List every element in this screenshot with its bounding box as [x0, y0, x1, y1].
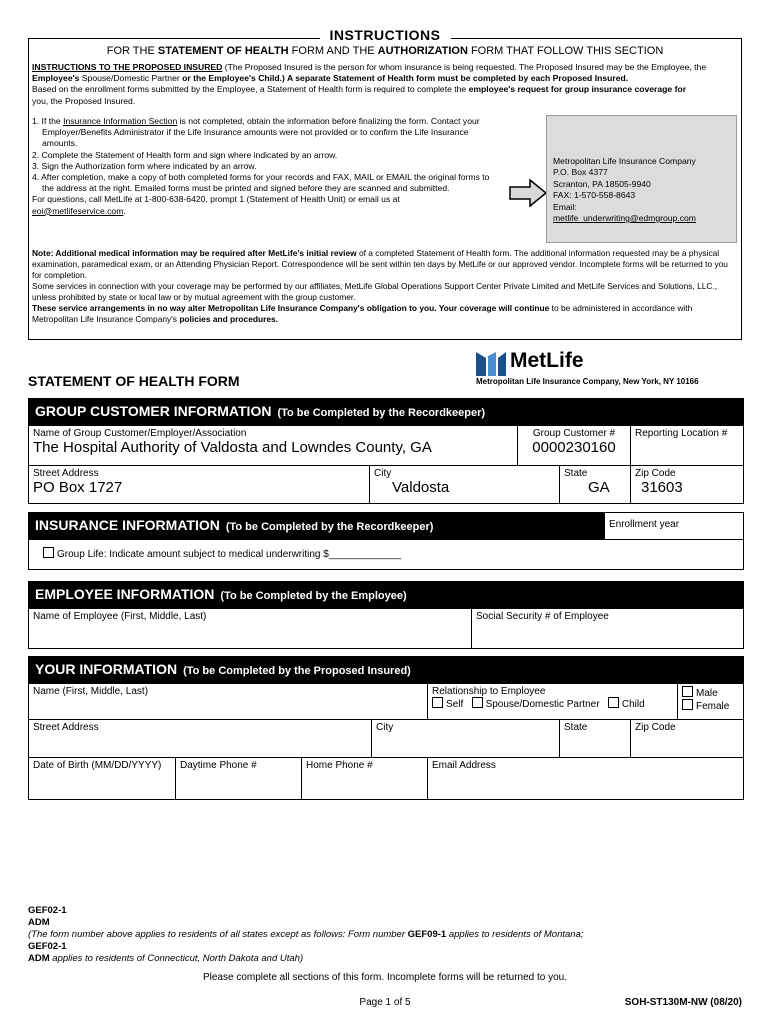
- your-state-field[interactable]: State: [559, 720, 630, 757]
- dob-field[interactable]: Date of Birth (MM/DD/YYYY): [33, 760, 162, 771]
- group-address-row: [28, 466, 744, 504]
- group-life-checkbox[interactable]: [43, 547, 54, 558]
- gender-field: [677, 684, 743, 719]
- form-number: SOH-ST130M-NW (08/20): [624, 997, 742, 1008]
- instructions-title: INSTRUCTIONS: [0, 27, 770, 43]
- self-checkbox[interactable]: [432, 697, 443, 708]
- enrollment-year-field[interactable]: Enrollment year: [604, 512, 744, 540]
- eoi-email-link[interactable]: eoi@metlifeservice.com: [32, 205, 124, 216]
- your-info-header: YOUR INFORMATION (To be Completed by the Proposed Insured): [28, 656, 744, 684]
- arrow-right-icon: [508, 178, 548, 208]
- relationship-self[interactable]: Self: [432, 699, 463, 710]
- instructions-note: Note: Additional medical information may be required after MetLife's initial review of a completed Statement of Health form. The additional information requested may be a physical examination, paramedical exam, or an Attending Physician Report. Correspondence will be sent within ten days by MetLife or our approved vendor. Incomplete forms will be returned to you for completion. Some services in connection with your coverage may be performed by our affiliates, MetLife Global Operations Support Center Private Limited and MetLife Services and Solutions, LLC., unless prohibited by state or local law or by mutual agreement with the group customer. These service arrangements in no way alter Metropolitan Life Insurance Company's obligation to you. Your coverage will continue to be administered in accordance with Metropolitan Life Insurance Company's policies and procedures.: [32, 248, 728, 324]
- metlife-logo-icon: [476, 350, 506, 376]
- reporting-location-field[interactable]: Reporting Location #: [630, 426, 743, 465]
- your-name-field[interactable]: Name (First, Middle, Last): [33, 686, 149, 697]
- metlife-logo-text: MetLife: [510, 349, 584, 372]
- group-customer-header: GROUP CUSTOMER INFORMATION (To be Completed by the Recordkeeper): [28, 398, 744, 426]
- employee-ssn-field[interactable]: Social Security # of Employee: [471, 609, 743, 648]
- home-phone-field[interactable]: Home Phone #: [301, 758, 427, 799]
- your-city-field[interactable]: City: [371, 720, 559, 757]
- page-number: Page 1 of 5: [359, 997, 411, 1008]
- email-address-field[interactable]: Email Address: [427, 758, 743, 799]
- underwriting-email-link[interactable]: metlife_underwriting@edmgroup.com: [553, 213, 696, 224]
- instructions-subtitle: FOR THE STATEMENT OF HEALTH FORM AND THE AUTHORIZATION FORM THAT FOLLOW THIS SECTION: [106, 45, 664, 57]
- daytime-phone-field[interactable]: Daytime Phone #: [175, 758, 301, 799]
- employee-row: [28, 609, 744, 649]
- group-life-option: Group Life: Indicate amount subject to medical underwriting $_____________: [43, 547, 401, 560]
- group-state-field[interactable]: State GA: [559, 466, 630, 503]
- group-city-field[interactable]: City Valdosta: [369, 466, 559, 503]
- insurance-row: [28, 540, 744, 570]
- your-address-row: [28, 720, 744, 758]
- female-checkbox[interactable]: [682, 699, 693, 710]
- gender-female[interactable]: Female: [682, 699, 739, 712]
- your-name-row: [28, 684, 744, 720]
- male-checkbox[interactable]: [682, 686, 693, 697]
- instruction-steps: 1. If the Insurance Information Section is not completed, obtain the information before finalizing the form. Contact your Employer/Benefits Administrator if the Life Insurance amounts were not provided or to confirm the Life Insurance amounts. 2. Complete the Statement of Health form and sign where indicated by an arrow. 3. Sign the Authorization form where indicated by an arrow. 4. After completion, make a copy of both completed forms for your records and FAX, MAIL or EMAIL the original forms to the address at the right. Emailed forms must be printed and signed before they are scanned and submitted. For questions, call MetLife at 1-800-638-6420, prompt 1 (Statement of Health Unit) or email us at eoi@metlifeservice.com.: [32, 116, 490, 216]
- relationship-field: Relationship to Employee Self Spouse/Domestic Partner Child: [427, 684, 677, 719]
- relationship-child[interactable]: Child: [608, 699, 645, 710]
- company-line: Metropolitan Life Insurance Company, New York, NY 10166: [476, 377, 699, 386]
- group-number-field[interactable]: Group Customer # 0000230160: [517, 426, 630, 465]
- group-name-field[interactable]: Name of Group Customer/Employer/Association The Hospital Authority of Valdosta and Lowndes County, GA: [33, 428, 432, 456]
- form-number-notes: GEF02-1 ADM (The form number above applies to residents of all states except as follows: Form number GEF09-1 applies to residents of Montana; GEF02-1 ADM applies to residents of Connecticut, North Dakota and Utah): [28, 905, 584, 964]
- relationship-spouse[interactable]: Spouse/Domestic Partner: [472, 699, 600, 710]
- group-name-row: [28, 426, 744, 466]
- form-title: STATEMENT OF HEALTH FORM: [28, 373, 240, 389]
- spouse-checkbox[interactable]: [472, 697, 483, 708]
- insurance-info-section-link: Insurance Information Section: [63, 116, 178, 126]
- group-zip-field[interactable]: Zip Code 31603: [630, 466, 743, 503]
- child-checkbox[interactable]: [608, 697, 619, 708]
- employee-info-header: EMPLOYEE INFORMATION (To be Completed by the Employee): [28, 581, 744, 609]
- proposed-insured-instructions: INSTRUCTIONS TO THE PROPOSED INSURED (The Proposed Insured is the person for whom insurance is being requested. The Proposed Insured may be the Employee, the Employee's Spouse/Domestic Partner or the Employee's Child.) A separate Statement of Health form must be completed by each Proposed Insured. Based on the enrollment forms submitted by the Employee, a Statement of Health form is required to complete the employee's request for group insurance coverage for you, the Proposed Insured.: [32, 62, 707, 106]
- your-street-field[interactable]: Street Address: [33, 722, 99, 733]
- gender-male[interactable]: Male: [682, 686, 739, 699]
- your-zip-field[interactable]: Zip Code: [630, 720, 743, 757]
- group-street-field[interactable]: Street Address PO Box 1727: [33, 468, 123, 496]
- completion-note: Please complete all sections of this form. Incomplete forms will be returned to you.: [202, 972, 568, 983]
- insurance-info-header: INSURANCE INFORMATION (To be Completed by the Recordkeeper) Enrollment year: [28, 512, 744, 540]
- mailing-address-box: Metropolitan Life Insurance Company P.O. Box 4377 Scranton, PA 18505-9940 FAX: 1-570-558-8643 Email: metlife_underwriting@edmgroup.com: [546, 115, 737, 243]
- employee-name-field[interactable]: Name of Employee (First, Middle, Last): [33, 611, 207, 622]
- your-contact-row: [28, 758, 744, 800]
